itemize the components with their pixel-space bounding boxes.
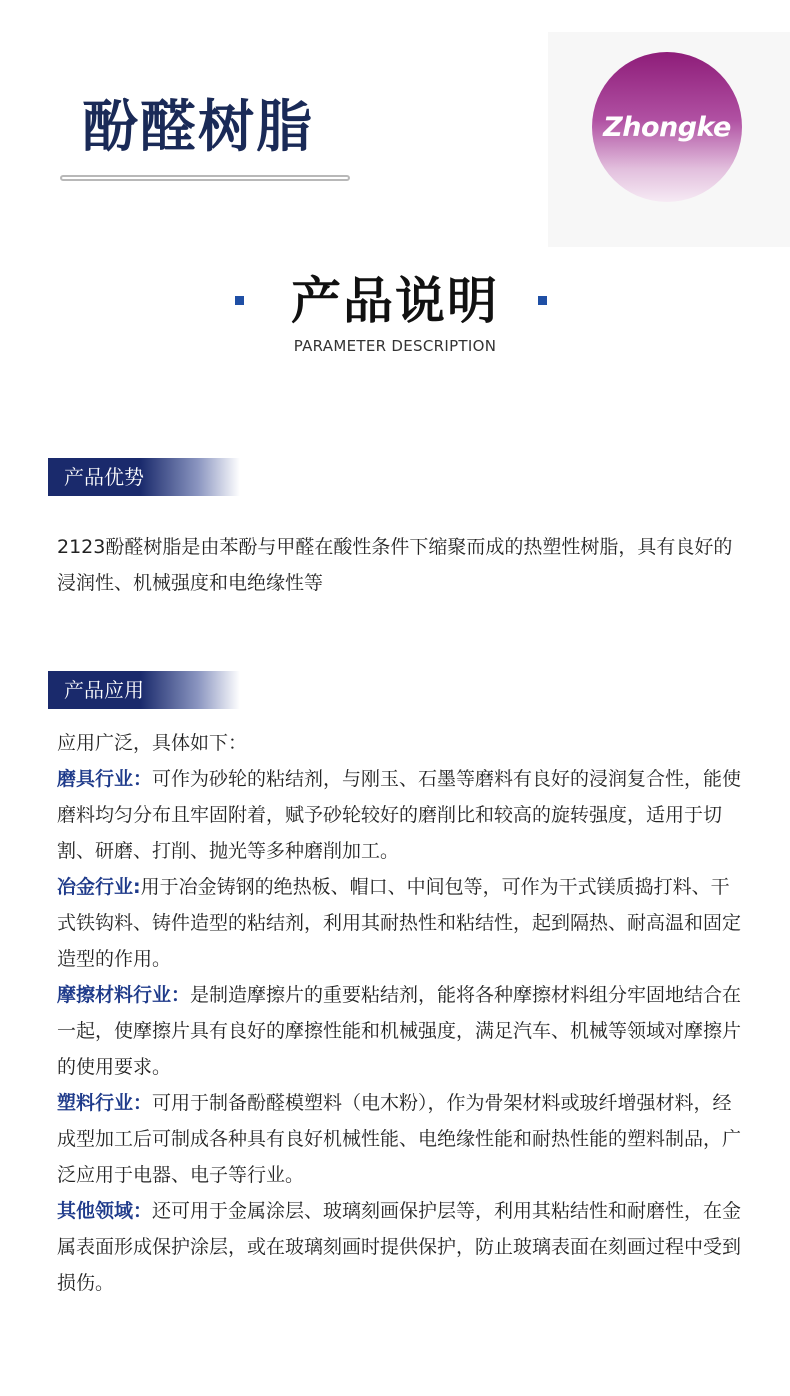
advantage-text: 2123酚醛树脂是由苯酚与甲醛在酸性条件下缩聚而成的热塑性树脂，具有良好的浸润性、机械强度和电绝缘性等 xyxy=(57,536,733,594)
brand-logo xyxy=(592,52,742,202)
section-title: 产品说明 xyxy=(291,272,499,330)
section-subtitle: PARAMETER DESCRIPTION xyxy=(293,337,497,355)
application-text: 可作为砂轮的粘结剂，与刚玉、石墨等磨料有良好的浸润复合性，能使磨料均匀分布且牢固附着，赋予砂轮较好的磨削比和较高的旋转强度，适用于切割、研磨、打削、抛光等多种磨削加工。 xyxy=(57,768,742,862)
application-item-plastics xyxy=(57,1085,747,1193)
application-label: 磨具行业： xyxy=(57,768,153,790)
application-tag: 产品应用 xyxy=(48,671,240,709)
section-heading xyxy=(0,258,790,338)
application-label: 塑料行业： xyxy=(57,1092,153,1114)
brand-logo-text: Zhongke xyxy=(603,111,731,143)
application-text: 还可用于金属涂层、玻璃刻画保护层等，利用其粘结性和耐磨性，在金属表面形成保护涂层，或在玻璃刻画时提供保护，防止玻璃表面在刻画过程中受到损伤。 xyxy=(57,1200,742,1294)
advantage-tag: 产品优势 xyxy=(48,458,240,496)
application-text: 是制造摩擦片的重要粘结剂，能将各种摩擦材料组分牢固地结合在一起，使摩擦片具有良好的摩擦性能和机械强度，满足汽车、机械等领域对摩擦片的使用要求。 xyxy=(57,984,742,1078)
application-text: 可用于制备酚醛模塑料（电木粉），作为骨架材料或玻纤增强材料，经成型加工后可制成各种具有良好机械性能、电绝缘性能和耐热性能的塑料制品，广泛应用于电器、电子等行业。 xyxy=(57,1092,742,1186)
title-underline xyxy=(60,175,350,181)
heading-bullet-right xyxy=(538,296,547,305)
application-label: 冶金行业: xyxy=(57,876,141,898)
application-list xyxy=(57,725,747,1301)
application-intro: 应用广泛，具体如下： xyxy=(57,732,248,754)
application-text: 用于冶金铸钢的绝热板、帽口、中间包等，可作为干式镁质捣打料、干式铁钩料、铸件造型的粘结剂，利用其耐热性和粘结性，起到隔热、耐高温和固定造型的作用。 xyxy=(57,876,742,970)
page-title: 酚醛树脂 xyxy=(82,95,314,160)
application-label: 其他领域： xyxy=(57,1200,153,1222)
application-item-abrasives xyxy=(57,761,747,869)
application-label: 摩擦材料行业： xyxy=(57,984,191,1006)
application-item-metallurgy xyxy=(57,869,747,977)
application-item-friction xyxy=(57,977,747,1085)
application-item-other xyxy=(57,1193,747,1301)
